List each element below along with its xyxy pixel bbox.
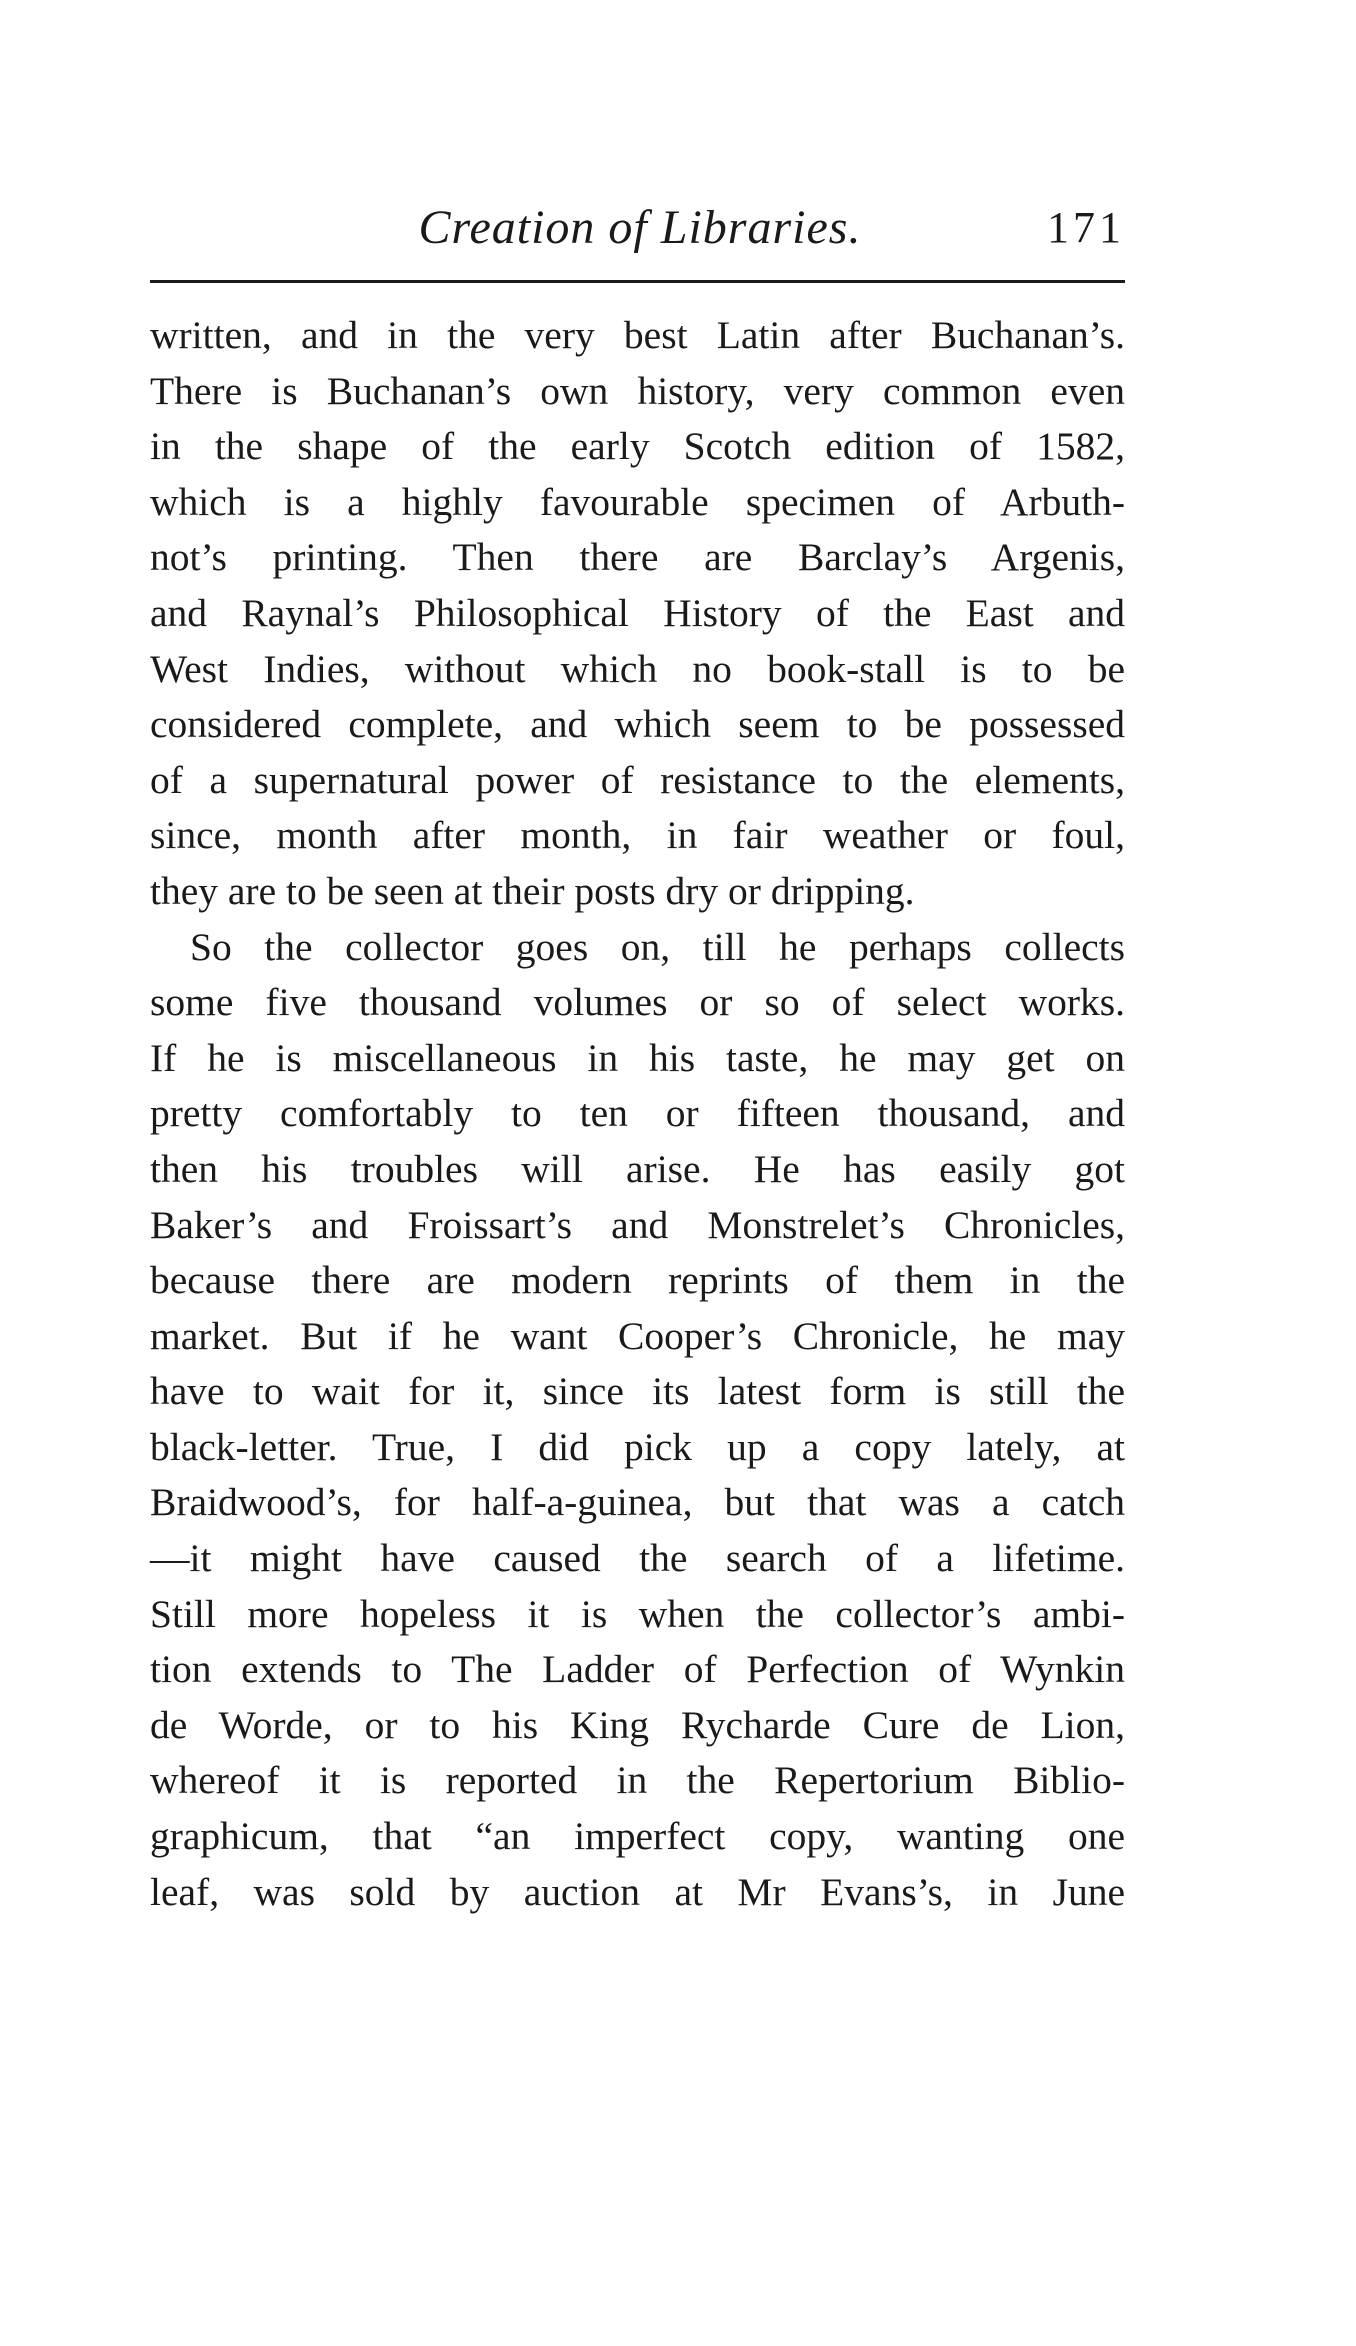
text-line: have to wait for it, since its latest form is still the xyxy=(150,1369,1125,1414)
running-head xyxy=(150,198,1125,268)
text-line: market. But if he want Cooper’s Chronicle, he may xyxy=(150,1313,1125,1358)
text-line: pretty comfortably to ten or fifteen thousand, and xyxy=(150,1091,1125,1136)
text-line: since, month after month, in fair weather or foul, xyxy=(150,813,1125,858)
text-line: whereof it is reported in the Repertorium Biblio- xyxy=(150,1758,1125,1803)
header-rule xyxy=(150,280,1125,283)
text-line: graphicum, that “an imperfect copy, wanting one xyxy=(150,1814,1125,1859)
text-line: considered complete, and which seem to be possessed xyxy=(150,702,1125,747)
body-text xyxy=(150,308,1125,1920)
text-line: Braidwood’s, for half-a-guinea, but that was a catch xyxy=(150,1480,1125,1525)
page-number: 171 xyxy=(1047,203,1125,252)
text-line: written, and in the very best Latin after Buchanan’s. xyxy=(150,313,1125,357)
paragraph-start-line: So the collector goes on, till he perhaps collects xyxy=(190,924,1125,969)
paragraph-end-line: they are to be seen at their posts dry or dripping. xyxy=(150,868,915,913)
text-line: and Raynal’s Philosophical History of the East and xyxy=(150,590,1125,635)
text-line: de Worde, or to his King Rycharde Cure de Lion, xyxy=(150,1702,1125,1747)
text-line: There is Buchanan’s own history, very common even xyxy=(150,368,1125,413)
text-line: black-letter. True, I did pick up a copy lately, at xyxy=(150,1424,1125,1469)
text-line: because there are modern reprints of them in the xyxy=(150,1258,1125,1303)
text-line: West Indies, without which no book-stall is to be xyxy=(150,646,1125,691)
text-line: Baker’s and Froissart’s and Monstrelet’s Chronicles, xyxy=(150,1202,1125,1247)
running-title: Creation of Libraries. xyxy=(418,201,862,254)
text-line: of a supernatural power of resistance to the elements, xyxy=(150,757,1125,802)
text-line: Still more hopeless it is when the collector’s ambi- xyxy=(150,1591,1125,1636)
text-line: leaf, was sold by auction at Mr Evans’s, in June xyxy=(150,1869,1125,1914)
text-line: in the shape of the early Scotch edition of 1582, xyxy=(150,424,1125,469)
text-line: some five thousand volumes or so of select works. xyxy=(150,980,1125,1025)
text-line: which is a highly favourable specimen of Arbuth- xyxy=(150,479,1125,524)
text-line: —it might have caused the search of a lifetime. xyxy=(150,1536,1125,1581)
text-line: then his troubles will arise. He has easily got xyxy=(150,1146,1125,1191)
text-line: tion extends to The Ladder of Perfection of Wynkin xyxy=(150,1647,1125,1692)
text-line: not’s printing. Then there are Barclay’s Argenis, xyxy=(150,535,1125,580)
text-line: If he is miscellaneous in his taste, he may get on xyxy=(150,1035,1125,1080)
